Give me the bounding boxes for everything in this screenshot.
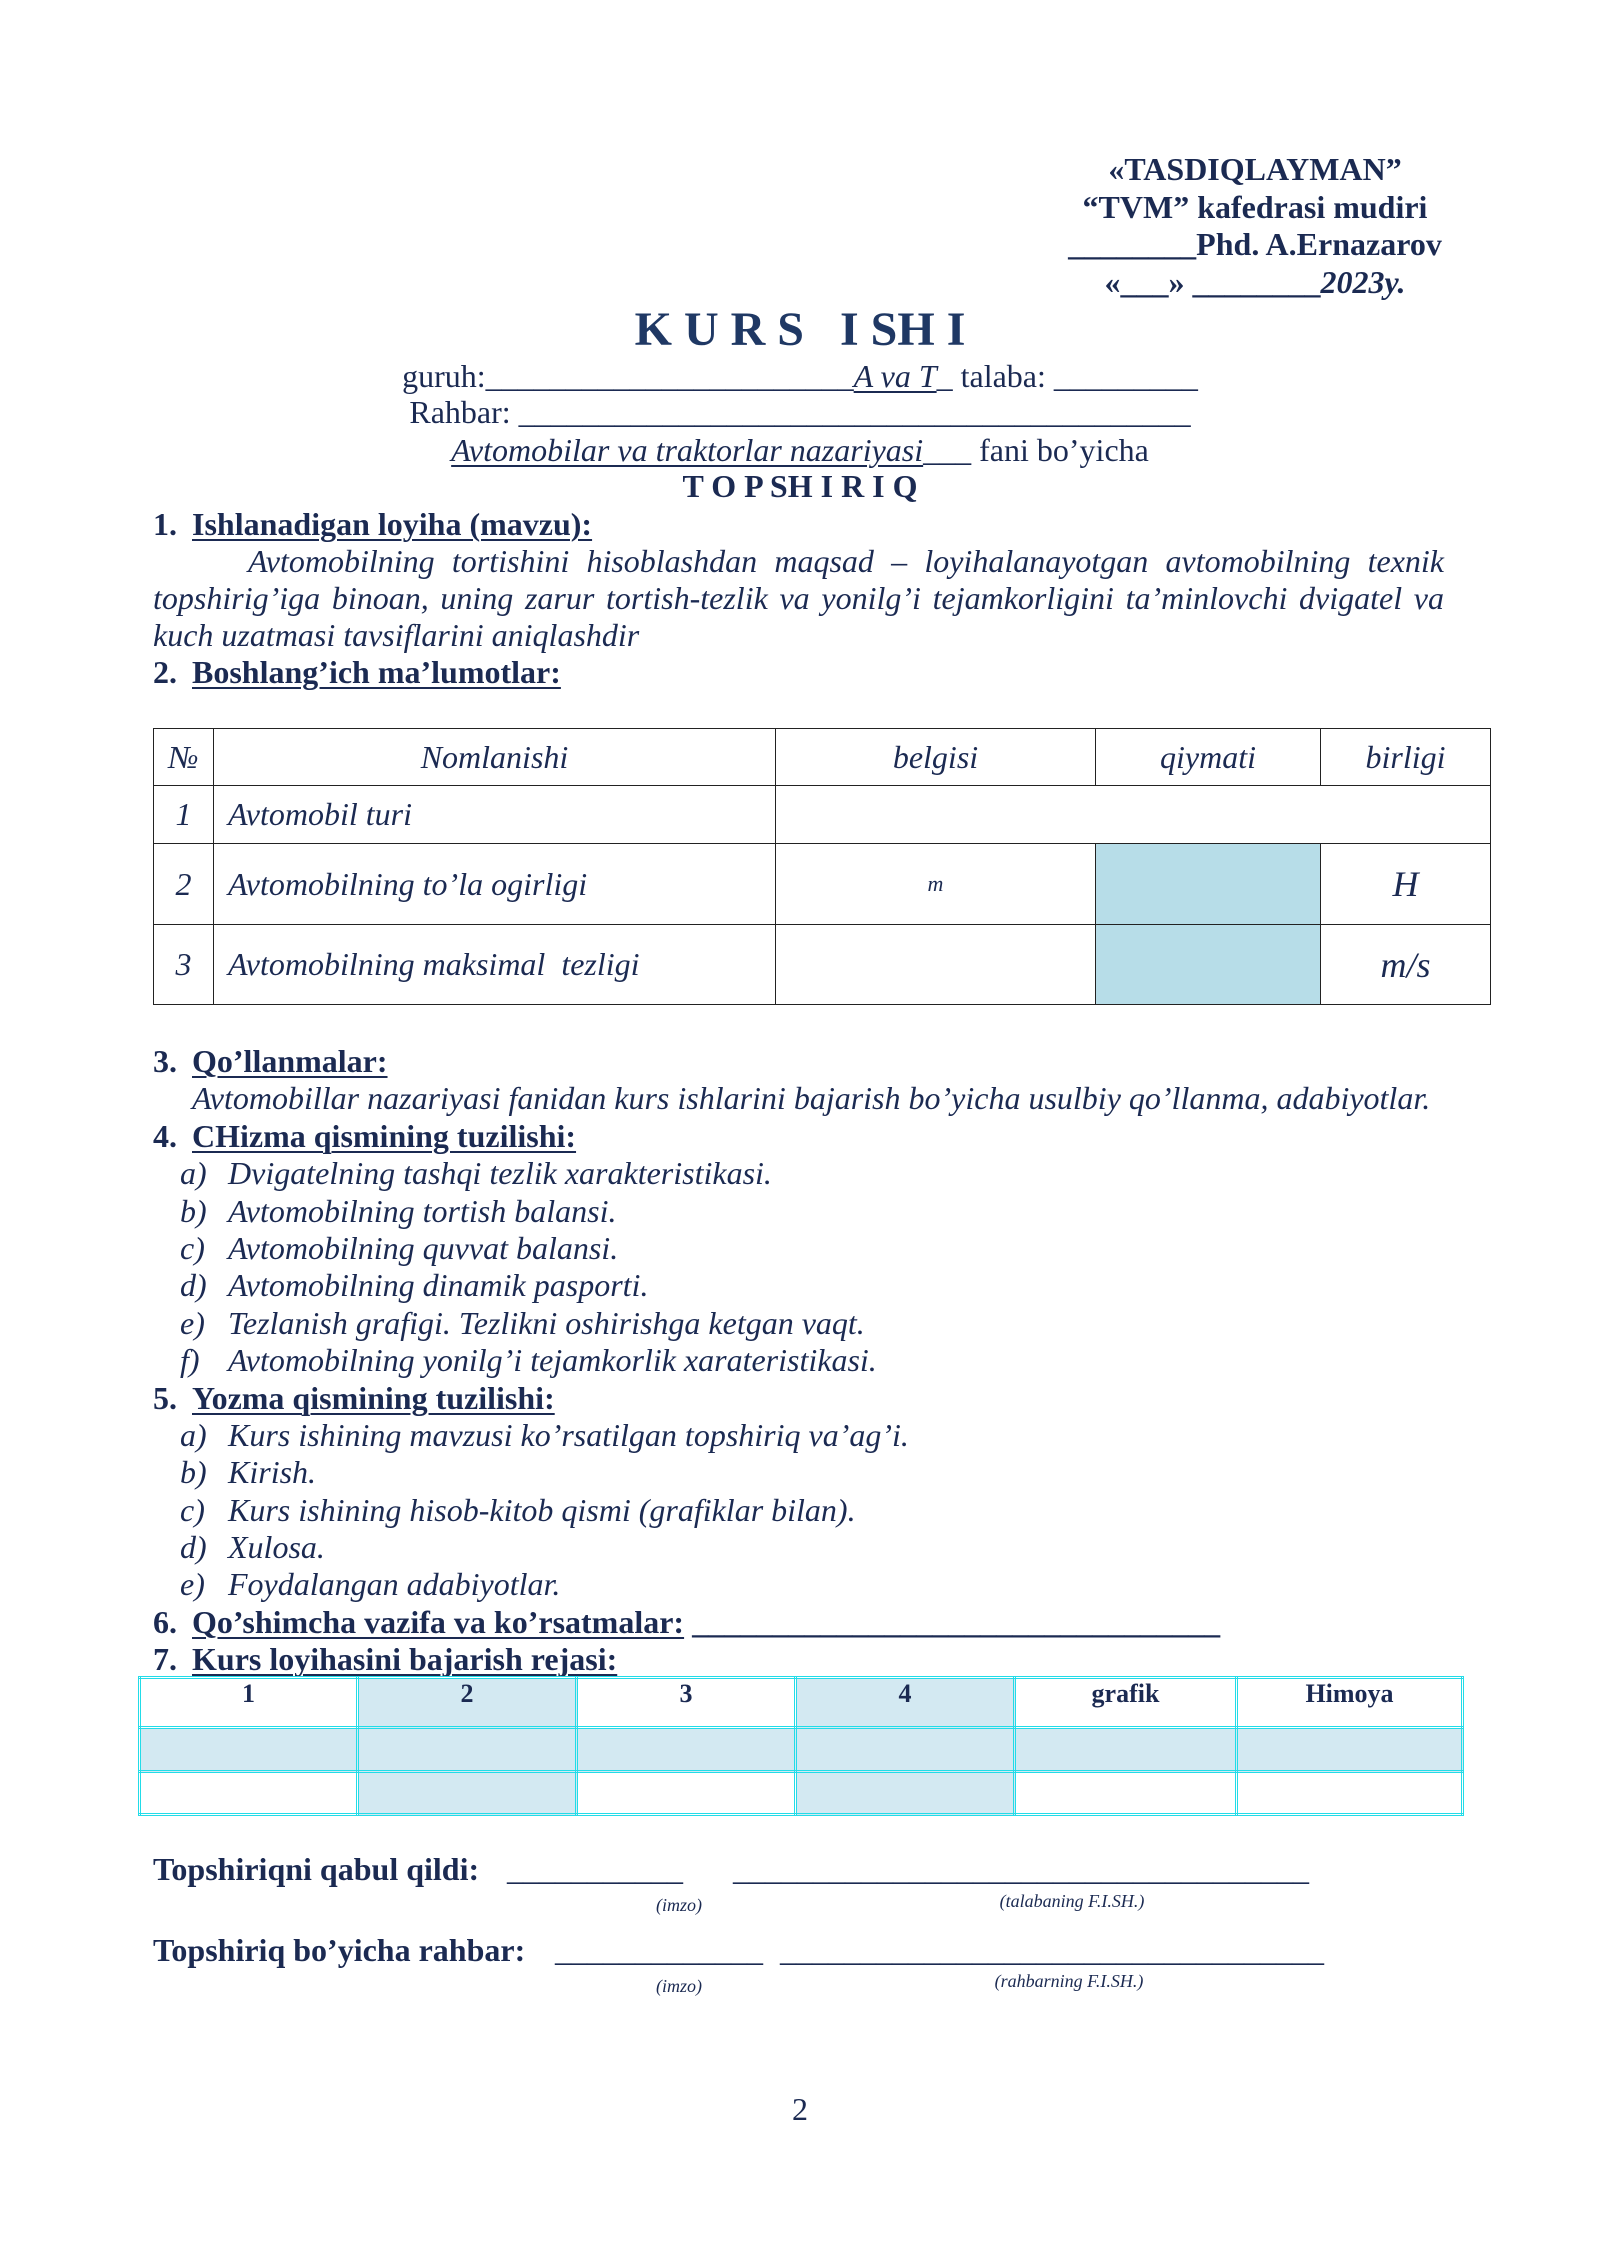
list-item [153, 1566, 1483, 1603]
list-item-label: d) [180, 1267, 207, 1304]
group-line [0, 358, 1600, 396]
received-name-blank: ____________________________________ [733, 1851, 1309, 1887]
row-name: Avtomobil turi [214, 786, 776, 844]
plan-header-graph: grafik [1015, 1678, 1237, 1728]
section-3-number: 3. [153, 1043, 177, 1079]
assignment-heading: T O P SH I R I Q [682, 467, 918, 504]
list-item [153, 1342, 1483, 1379]
supervisor-blank: __________________________________________ [518, 393, 1191, 430]
plan-cell [140, 1728, 358, 1772]
row-number: 2 [154, 844, 214, 925]
supervisor-line [0, 394, 1600, 432]
section-7-title: Kurs loyihasini bajarish rejasi: [192, 1641, 618, 1678]
plan-cell [577, 1772, 796, 1815]
list-item-label: e) [180, 1566, 205, 1603]
section-6-number: 6. [153, 1603, 177, 1640]
subject-line [0, 432, 1600, 470]
list-item-text: Kurs ishining hisob-kitob qismi (grafiklar bilan). [228, 1491, 856, 1528]
initial-data-table [153, 728, 1491, 1005]
list-item [153, 1230, 1483, 1267]
plan-cell [1015, 1728, 1237, 1772]
list-item-text: Avtomobilning tortish balansi. [228, 1192, 617, 1229]
list-item-text: Dvigatelning tashqi tezlik xarakteristikasi. [228, 1155, 772, 1192]
plan-cell [1015, 1772, 1237, 1815]
plan-row [140, 1728, 1463, 1772]
list-item [153, 1529, 1483, 1566]
row-name: Avtomobilning maksimal tezligi [214, 925, 776, 1005]
plan-row [140, 1772, 1463, 1815]
list-item-label: d) [180, 1529, 207, 1566]
plan-cell [1237, 1772, 1463, 1815]
supervisor-sign-caption: (imzo) [656, 1976, 702, 1996]
header-symbol: belgisi [776, 729, 1096, 786]
received-label: Topshiriqni qabul qildi: [153, 1851, 480, 1887]
list-item [153, 1492, 1483, 1529]
list-item-text: Kirish. [228, 1454, 317, 1491]
row-value-merged [776, 786, 1491, 844]
row-unit: m/s [1321, 925, 1491, 1005]
section-3-heading [153, 1043, 1483, 1080]
supervisor-label: Rahbar: [409, 393, 511, 430]
row-name: Avtomobilning to’la ogirligi [214, 844, 776, 925]
subject-blank: ___ [923, 431, 972, 468]
plan-cell [140, 1772, 358, 1815]
list-item-label: b) [180, 1192, 207, 1229]
row-value [1096, 925, 1321, 1005]
approval-signatory: ________Phd. A.Ernazarov [1068, 226, 1442, 262]
plan-header-row [140, 1678, 1463, 1728]
supervisor-sign-blank: _____________ [555, 1932, 763, 1968]
approval-date-blank: «___» ________ [1104, 263, 1321, 300]
received-sign-caption: (imzo) [656, 1895, 702, 1915]
plan-cell [358, 1772, 577, 1815]
section-4-heading [153, 1118, 1483, 1155]
list-item-label: a) [180, 1416, 207, 1453]
plan-header-defense: Himoya [1237, 1678, 1463, 1728]
approval-heading: «TASDIQLAYMAN” [1108, 151, 1402, 187]
list-item-text: Xulosa. [228, 1529, 325, 1566]
section-1-title: Ishlanadigan loyiha (mavzu): [192, 505, 593, 542]
subject-suffix: fani bo’yicha [979, 431, 1149, 468]
student-label: talaba: [960, 357, 1046, 394]
list-item-text: Kurs ishining mavzusi ko’rsatilgan topshiriq va’ag’i. [228, 1416, 909, 1453]
plan-cell [796, 1728, 1015, 1772]
section-3-title: Qo’llanmalar: [192, 1043, 388, 1079]
section-1-text: Avtomobilning tortishini hisoblashdan maqsad – loyihalanayotgan avtomobilning texnik topshirig’iga binoan, uning zarur tortish-tezlik va yonilg’i tejamkorligini ta’minlovchi dvigatel va kuch uzatmasi tavsiflarini aniqlashdir [153, 542, 1444, 653]
received-name-caption: (talabaning F.I.SH.) [999, 1891, 1145, 1911]
row-value [1096, 844, 1321, 925]
page-title: K U R S I SH I [634, 303, 966, 356]
section-5-number: 5. [153, 1379, 177, 1416]
list-item [153, 1155, 1483, 1192]
plan-cell [796, 1772, 1015, 1815]
supervisor-name-blank: __________________________________ [780, 1932, 1324, 1968]
section-5-heading [153, 1380, 1483, 1417]
list-item-label: c) [180, 1491, 205, 1528]
section-1-heading [153, 506, 592, 544]
section-6-heading [153, 1604, 1483, 1641]
supervisor-name-caption: (rahbarning F.I.SH.) [994, 1971, 1144, 1991]
approval-year: 2023y. [1320, 263, 1406, 300]
approval-position: “TVM” kafedrasi mudiri [1082, 188, 1428, 225]
section-2-heading [153, 654, 561, 692]
row-unit: H [1321, 844, 1491, 925]
list-item [153, 1193, 1483, 1230]
section-6-blank: _________________________________ [692, 1603, 1221, 1640]
section-5-title: Yozma qismining tuzilishi: [192, 1379, 555, 1416]
section-1-number: 1. [153, 505, 177, 542]
header-unit: birligi [1321, 729, 1491, 786]
table-row [154, 844, 1491, 925]
list-item-text: Foydalangan adabiyotlar. [228, 1566, 561, 1603]
group-tail: _ [936, 357, 953, 394]
section-2-number: 2. [153, 653, 177, 690]
plan-header-2: 2 [358, 1678, 577, 1728]
plan-cell [358, 1728, 577, 1772]
header-name: Nomlanishi [214, 729, 776, 786]
list-item-text: Tezlanish grafigi. Tezlikni oshirishga ketgan vaqt. [228, 1304, 865, 1341]
row-symbol: m [776, 844, 1096, 925]
subject-name: Avtomobilar va traktorlar nazariyasi [451, 431, 924, 468]
section-4-title: CHizma qismining tuzilishi: [192, 1117, 577, 1154]
section-3-text: Avtomobillar nazariyasi fanidan kurs ishlarini bajarish bo’yicha usulbiy qo’llanma, adabiyotlar. [192, 1080, 1431, 1117]
row-number: 1 [154, 786, 214, 844]
plan-header-3: 3 [577, 1678, 796, 1728]
section-7-number: 7. [153, 1641, 177, 1678]
header-number: № [154, 729, 214, 786]
table-row [154, 786, 1491, 844]
received-sign-blank: ___________ [507, 1851, 683, 1887]
list-item-text: Avtomobilning dinamik pasporti. [228, 1267, 649, 1304]
table-header-row [154, 729, 1491, 786]
group-blank: _______________________ [485, 357, 854, 394]
plan-cell [577, 1728, 796, 1772]
supervisor-sign-label: Topshiriq bo’yicha rahbar: [153, 1932, 526, 1968]
list-item-label: f) [180, 1342, 200, 1379]
table-row [154, 925, 1491, 1005]
approval-block [1045, 151, 1465, 301]
section-7-heading [153, 1641, 1483, 1678]
plan-table [138, 1676, 1464, 1816]
page-number: 2 [792, 2091, 808, 2127]
plan-cell [1237, 1728, 1463, 1772]
list-item-text: Avtomobilning yonilg’i tejamkorlik xarateristikasi. [228, 1342, 877, 1379]
section-6-title: Qo’shimcha vazifa va ko’rsatmalar: [192, 1603, 685, 1640]
list-item-text: Avtomobilning quvvat balansi. [228, 1229, 619, 1266]
group-value: A va T [853, 357, 937, 394]
group-label: guruh: [402, 357, 486, 394]
list-item [153, 1305, 1483, 1342]
row-number: 3 [154, 925, 214, 1005]
row-symbol [776, 925, 1096, 1005]
sections-3-to-7 [153, 1043, 1483, 1679]
section-4-number: 4. [153, 1117, 177, 1154]
plan-header-4: 4 [796, 1678, 1015, 1728]
list-item-label: c) [180, 1229, 205, 1266]
list-item-label: e) [180, 1304, 205, 1341]
approval-date [1045, 264, 1465, 302]
list-item [153, 1454, 1483, 1491]
section-2-title: Boshlang’ich ma’lumotlar: [192, 653, 561, 690]
header-value: qiymati [1096, 729, 1321, 786]
list-item [153, 1267, 1483, 1304]
student-blank: _________ [1053, 357, 1198, 394]
list-item-label: b) [180, 1454, 207, 1491]
list-item [153, 1417, 1483, 1454]
list-item-label: a) [180, 1155, 207, 1192]
plan-header-1: 1 [140, 1678, 358, 1728]
